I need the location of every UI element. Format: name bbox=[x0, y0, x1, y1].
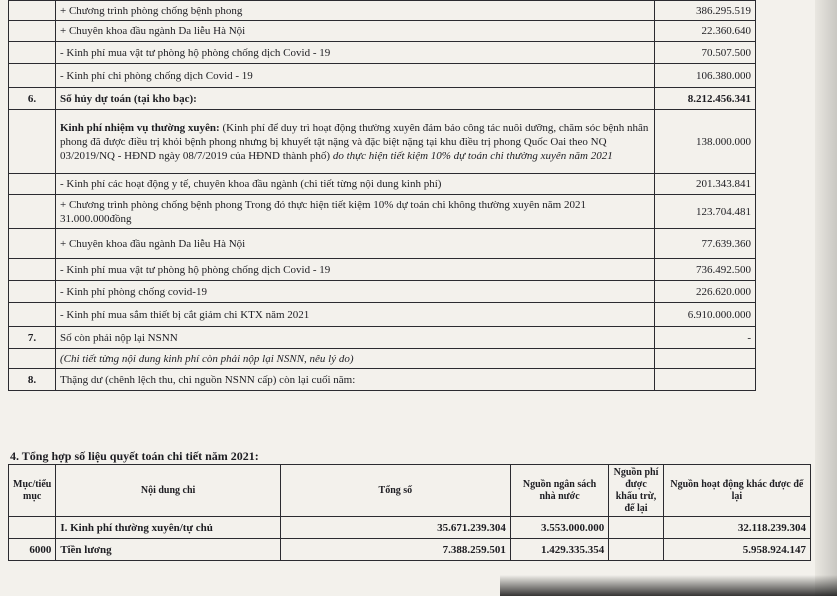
row-value: 226.620.000 bbox=[655, 281, 756, 303]
table-row bbox=[9, 195, 756, 229]
row-number: 8. bbox=[9, 369, 56, 391]
column-header: Mục/tiểu mục bbox=[9, 465, 56, 517]
table-row bbox=[9, 174, 756, 195]
row-value: 201.343.841 bbox=[655, 174, 756, 195]
item-description: Tiền lương bbox=[56, 539, 281, 561]
row-value: 6.910.000.000 bbox=[655, 303, 756, 327]
row-number bbox=[9, 195, 56, 229]
row-description: - Kinh phí chi phòng chống dịch Covid - 19 bbox=[56, 64, 655, 88]
row-description: + Chương trình phòng chống bệnh phong Trong đó thực hiện tiết kiệm 10% dự toán chi không thường xuyên năm 2021 31.000.000đồng bbox=[56, 195, 655, 229]
row-number bbox=[9, 303, 56, 327]
row-value: 70.507.500 bbox=[655, 42, 756, 64]
table-row bbox=[9, 281, 756, 303]
row-value: 123.704.481 bbox=[655, 195, 756, 229]
item-fee-source bbox=[609, 539, 664, 561]
description-italic: do thực hiện tiết kiệm 10% dự toán chi thường xuyên năm 2021 bbox=[332, 149, 613, 162]
row-number bbox=[9, 110, 56, 174]
table-row bbox=[9, 349, 756, 369]
row-description: (Chi tiết từng nội dung kinh phí còn phải nộp lại NSNN, nêu lý do) bbox=[56, 349, 655, 369]
table-row bbox=[9, 303, 756, 327]
row-value: 736.492.500 bbox=[655, 259, 756, 281]
item-other-source: 5.958.924.147 bbox=[663, 539, 810, 561]
column-header: Tổng số bbox=[280, 465, 510, 517]
table-row bbox=[9, 42, 756, 64]
row-number: 7. bbox=[9, 327, 56, 349]
table-row bbox=[9, 110, 756, 174]
row-description: + Chuyên khoa đầu ngành Da liễu Hà Nội bbox=[56, 229, 655, 259]
scan-edge bbox=[815, 0, 837, 596]
item-state-budget: 1.429.335.354 bbox=[510, 539, 608, 561]
item-total: 7.388.259.501 bbox=[280, 539, 510, 561]
table-row bbox=[9, 88, 756, 110]
row-description bbox=[56, 110, 655, 174]
row-description: Số còn phải nộp lại NSNN bbox=[56, 327, 655, 349]
row-number bbox=[9, 64, 56, 88]
row-description: Thặng dư (chênh lệch thu, chi nguồn NSNN cấp) còn lại cuối năm: bbox=[56, 369, 655, 391]
row-number bbox=[9, 1, 56, 21]
table-row bbox=[9, 1, 756, 21]
settlement-detail-table bbox=[8, 464, 811, 561]
column-header: Nguồn ngân sách nhà nước bbox=[510, 465, 608, 517]
description-bold: Kinh phí nhiệm vụ thường xuyên: bbox=[60, 121, 220, 134]
row-description: + Chương trình phòng chống bệnh phong bbox=[56, 1, 655, 21]
row-description: - Kinh phí mua sắm thiết bị cắt giảm chi KTX năm 2021 bbox=[56, 303, 655, 327]
row-description: - Kinh phí mua vật tư phòng hộ phòng chống dịch Covid - 19 bbox=[56, 259, 655, 281]
item-description: I. Kinh phí thường xuyên/tự chủ bbox=[56, 517, 281, 539]
table-row bbox=[9, 327, 756, 349]
table-row bbox=[9, 259, 756, 281]
item-code: 6000 bbox=[9, 539, 56, 561]
row-value: 386.295.519 bbox=[655, 1, 756, 21]
row-description: - Kinh phí mua vật tư phòng hộ phòng chống dịch Covid - 19 bbox=[56, 42, 655, 64]
row-description: - Kinh phí các hoạt động y tế, chuyên khoa đầu ngành (chi tiết từng nội dung kinh phí) bbox=[56, 174, 655, 195]
row-description: Số hủy dự toán (tại kho bạc): bbox=[56, 88, 655, 110]
row-number bbox=[9, 349, 56, 369]
row-value: 138.000.000 bbox=[655, 110, 756, 174]
row-number bbox=[9, 229, 56, 259]
item-fee-source bbox=[609, 517, 664, 539]
table-row bbox=[9, 64, 756, 88]
column-header: Nguồn phí được khấu trừ, để lại bbox=[609, 465, 664, 517]
column-header: Nguồn hoạt động khác được để lại bbox=[663, 465, 810, 517]
row-number bbox=[9, 281, 56, 303]
row-number: 6. bbox=[9, 88, 56, 110]
table-row bbox=[9, 369, 756, 391]
row-value bbox=[655, 369, 756, 391]
row-number bbox=[9, 42, 56, 64]
row-value: 22.360.640 bbox=[655, 21, 756, 42]
row-description: + Chuyên khoa đầu ngành Da liễu Hà Nội bbox=[56, 21, 655, 42]
row-value: 77.639.360 bbox=[655, 229, 756, 259]
table-row bbox=[9, 517, 811, 539]
row-value: - bbox=[655, 327, 756, 349]
row-value: 8.212.456.341 bbox=[655, 88, 756, 110]
cancelled-estimate-table bbox=[8, 0, 756, 391]
table-row bbox=[9, 21, 756, 42]
row-number bbox=[9, 174, 56, 195]
row-number bbox=[9, 21, 56, 42]
row-value bbox=[655, 349, 756, 369]
scan-shadow bbox=[500, 575, 837, 596]
column-header: Nội dung chi bbox=[56, 465, 281, 517]
item-state-budget: 3.553.000.000 bbox=[510, 517, 608, 539]
section-title: 4. Tổng hợp số liệu quyết toán chi tiết năm 2021: bbox=[10, 449, 259, 463]
table-row bbox=[9, 539, 811, 561]
table-row bbox=[9, 229, 756, 259]
description-text: (Kinh phí để duy trì hoạt động thường xuyên đảm bảo công tác nuôi dưỡng, chăm sóc bệnh nhân phong đã được điều trị khỏi bệnh phong nhưng bị khuyết tật nặng và đặc biệt nặng tại khu điều trị phong Quốc Oai theo NQ 03/2019/NQ - HĐND ngày 08/7/2019 của HĐND thành phố) bbox=[60, 121, 649, 162]
row-value: 106.380.000 bbox=[655, 64, 756, 88]
item-other-source: 32.118.239.304 bbox=[663, 517, 810, 539]
row-description: - Kinh phí phòng chống covid-19 bbox=[56, 281, 655, 303]
row-number bbox=[9, 259, 56, 281]
item-total: 35.671.239.304 bbox=[280, 517, 510, 539]
table-header-row bbox=[9, 465, 811, 517]
item-code bbox=[9, 517, 56, 539]
